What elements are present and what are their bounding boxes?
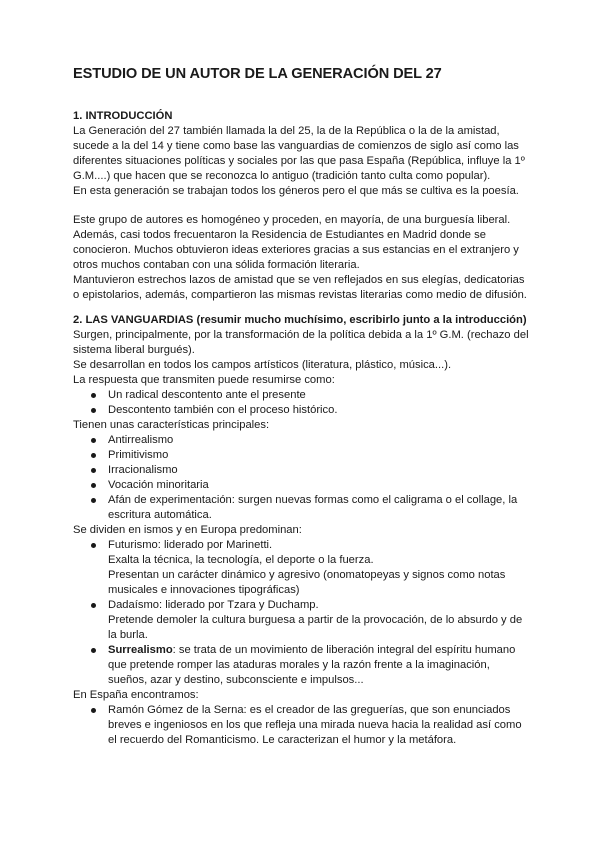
list-item: Primitivismo xyxy=(73,448,542,463)
list-item: Antirrealismo xyxy=(73,433,542,448)
list-item: Irracionalismo xyxy=(73,463,542,478)
s2-intro-line: Se desarrollan en todos los campos artísticos (literatura, plástico, música...). xyxy=(73,359,452,371)
s1-p2-line: Este grupo de autores es homogéneo y proceden, en mayoría, de una burguesía liberal. xyxy=(73,214,511,226)
ismos-list xyxy=(73,538,542,688)
s1-p2-line: o epistolarios, además, compartieron las mismas revistas literarias como medio de difusión. xyxy=(73,289,527,301)
bullet-icon xyxy=(91,438,96,443)
bullet-icon xyxy=(91,483,96,488)
s1-p2-line: Además, casi todos frecuentaron la Residencia de Estudiantes en Madrid donde se xyxy=(73,229,486,241)
s2-intro-line: Surgen, principalmente, por la transformación de la política debida a la 1º G.M. (rechazo del xyxy=(73,329,529,341)
s1-p1-line: La Generación del 27 también llamada la del 25, la de la República o la de la amistad, xyxy=(73,125,500,137)
espana-list xyxy=(73,703,542,748)
list-item: Descontento también con el proceso histórico. xyxy=(73,403,542,418)
bullet-icon xyxy=(91,543,96,548)
caracteristicas-label: Tienen unas características principales: xyxy=(73,419,270,431)
s1-p1-line: diferentes situaciones políticas y sociales por las que pasa España (República, influye la 1º xyxy=(73,155,525,167)
list-item: Futurismo: liderado por Marinetti. Exalta la técnica, la tecnología, el deporte o la fuerza. Presentan un carácter dinámico y agresivo (onomatopeyas y signos como notas musicales e innovaciones tipográficas) xyxy=(73,538,542,598)
s1-p2-line: otros muchos contaban con una sólida formación literaria. xyxy=(73,259,360,271)
s1-p1-line: En esta generación se trabajan todos los géneros pero el que más se cultiva es la poesía. xyxy=(73,185,519,197)
bullet-icon xyxy=(91,453,96,458)
bullet-icon xyxy=(91,468,96,473)
surrealismo-term: Surrealismo xyxy=(108,644,173,656)
s1-p1-line: G.M....) que hacen que se reconozca lo antiguo (tradición tanto culta como popular). xyxy=(73,170,491,182)
bullet-icon xyxy=(91,393,96,398)
list-item: Afán de experimentación: surgen nuevas formas como el caligrama o el collage, la escritura automática. xyxy=(73,493,542,523)
s1-p2-line: conocieron. Muchos obtuvieron ideas exteriores gracias a sus estancias en el extranjero y xyxy=(73,244,519,256)
bullet-icon xyxy=(91,708,96,713)
ismos-label: Se dividen en ismos y en Europa predominan: xyxy=(73,524,302,536)
s1-p1-line: sucede a la del 14 y tiene como base las vanguardias de comienzos de siglo así como las xyxy=(73,140,519,152)
bullet-icon xyxy=(91,648,96,653)
list-item: Dadaísmo: liderado por Tzara y Duchamp. Pretende demoler la cultura burguesa a partir de la provocación, de lo absurdo y de la burla. xyxy=(73,598,542,643)
list-item: Surrealismo: se trata de un movimiento de liberación integral del espíritu humano que pretende romper las ataduras morales y la razón frente a la imaginación, sueños, azar y destino, subconsciente e impulsos... xyxy=(73,643,542,688)
list-item: Ramón Gómez de la Serna: es el creador de las greguerías, que son enunciados breves e ingeniosos en los que refleja una mirada nueva hacia la realidad así como el recuerdo del Romanticismo. Le caracterizan el humor y la metáfora. xyxy=(73,703,542,748)
respuesta-list xyxy=(73,388,542,418)
bullet-icon xyxy=(91,498,96,503)
caracteristicas-list xyxy=(73,433,542,523)
list-item: Un radical descontento ante el presente xyxy=(73,388,542,403)
bullet-icon xyxy=(91,603,96,608)
section-2-heading: 2. LAS VANGUARDIAS (resumir mucho muchísimo, escribirlo junto a la introducción) xyxy=(73,314,527,326)
espana-label: En España encontramos: xyxy=(73,689,199,701)
section-1-heading: 1. INTRODUCCIÓN xyxy=(73,110,173,122)
list-item: Vocación minoritaria xyxy=(73,478,542,493)
document-title: ESTUDIO DE UN AUTOR DE LA GENERACIÓN DEL 27 xyxy=(73,66,442,82)
s2-intro-line: La respuesta que transmiten puede resumirse como: xyxy=(73,374,335,386)
s2-intro-line: sistema liberal burgués). xyxy=(73,344,195,356)
bullet-icon xyxy=(91,408,96,413)
s1-p2-line: Mantuvieron estrechos lazos de amistad que se ven reflejados en sus elegías, dedicatorias xyxy=(73,274,525,286)
